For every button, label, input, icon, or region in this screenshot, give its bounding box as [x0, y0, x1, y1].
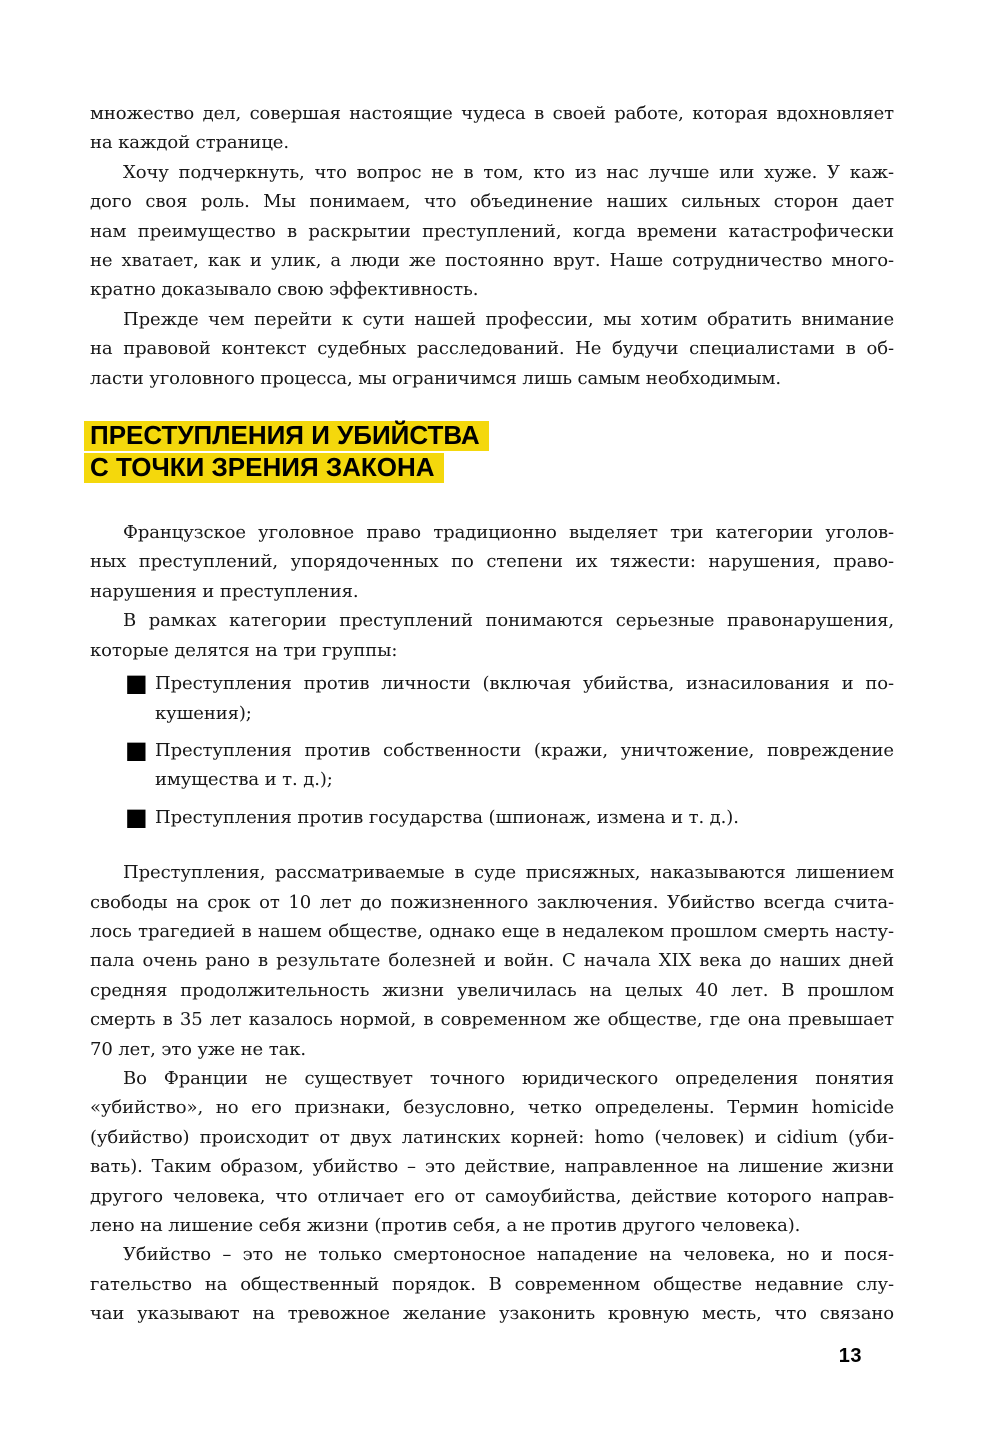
paragraph-line: Прежде чем перейти к сути нашей профессии, мы хотим обратить внимание: [123, 308, 894, 330]
bullet-item: [90, 669, 894, 728]
paragraph: [90, 99, 894, 158]
paragraph-line: «убийство», но его признаки, безусловно, четко определены. Термин homicide: [90, 1097, 894, 1119]
paragraph-line: лось трагедией в нашем обществе, однако еще в недалеком прошлом смерть насту-: [90, 920, 894, 942]
bullet-item: [90, 736, 894, 795]
paragraph-line: гательство на общественный порядок. В современном обществе недавние слу-: [90, 1273, 894, 1295]
paragraph-line: нарушения и преступления.: [90, 580, 359, 602]
paragraph-line: Французское уголовное право традиционно выделяет три категории уголов-: [123, 522, 894, 544]
bullet-square-icon: ■: [125, 669, 148, 698]
paragraph-line: множество дел, совершая настоящие чудеса в своей работе, которая вдохновляет: [90, 103, 894, 124]
paragraph-line: ных преступлений, упорядоченных по степени их тяжести: нарушения, право-: [90, 551, 894, 573]
paragraph-line: Хочу подчеркнуть, что вопрос не в том, кто из нас лучше или хуже. У каж-: [123, 161, 894, 183]
paragraph-line: Преступления, рассматриваемые в суде присяжных, наказываются лишением: [123, 862, 894, 884]
paragraph-line: (убийство) происходит от двух латинских корней: homo (человек) и cidium (уби-: [90, 1126, 894, 1148]
paragraph-line: ласти уголовного процесса, мы ограничимся лишь самым необходимым.: [90, 367, 782, 389]
paragraph-line: которые делятся на три группы:: [90, 639, 398, 661]
paragraph: [90, 518, 894, 606]
paragraph-line: нам преимущество в раскрытии преступлений, когда времени катастрофически: [90, 220, 894, 242]
paragraph: [90, 158, 894, 305]
bullet-item-line: имущества и т. д.);: [155, 769, 333, 791]
paragraph-line: лено на лишение себя жизни (против себя, а не против другого человека).: [90, 1215, 801, 1236]
paragraph-line: дого своя роль. Мы понимаем, что объединение наших сильных сторон дает: [90, 191, 894, 213]
paragraph-line: Убийство – это не только смертоносное нападение на человека, но и пося-: [123, 1244, 894, 1266]
page-body: [90, 99, 894, 1329]
paragraph: [90, 858, 894, 1064]
bullet-item-line: Преступления против собственности (кражи, уничтожение, повреждение: [155, 739, 894, 761]
section-heading-line: С ТОЧКИ ЗРЕНИЯ ЗАКОНА: [84, 453, 444, 483]
bullet-item-line: кушения);: [155, 702, 252, 724]
paragraph-line: В рамках категории преступлений понимаются серьезные правонарушения,: [123, 610, 894, 632]
paragraph: [90, 606, 894, 665]
paragraph-line: кратно доказывало свою эффективность.: [90, 279, 479, 301]
paragraph-line: не хватает, как и улик, а люди же постоянно врут. Наше сотрудничество много-: [90, 250, 894, 272]
paragraph-line: пала очень рано в результате болезней и войн. С начала XIX века до наших дней: [90, 950, 894, 972]
paragraph-line: другого человека, что отличает его от самоубийства, действие которого направ-: [90, 1185, 894, 1207]
paragraph-line: на правовой контекст судебных расследований. Не будучи специалистами в об-: [90, 338, 894, 360]
paragraph-line: чаи указывают на тревожное желание узаконить кровную месть, что связано: [90, 1303, 894, 1325]
section-heading-line: ПРЕСТУПЛЕНИЯ И УБИЙСТВА: [84, 421, 489, 451]
paragraph-line: на каждой странице.: [90, 132, 289, 154]
bullet-item: [90, 803, 894, 832]
paragraph-line: средняя продолжительность жизни увеличилась на целых 40 лет. В прошлом: [90, 979, 894, 1001]
paragraph-line: 70 лет, это уже не так.: [90, 1038, 306, 1060]
paragraph-line: смерть в 35 лет казалось нормой, в современном же обществе, где она превышает: [90, 1009, 894, 1031]
bullet-square-icon: ■: [125, 735, 148, 764]
paragraph: [90, 1240, 894, 1328]
bullet-item-line: Преступления против личности (включая убийства, изнасилования и по-: [155, 673, 894, 695]
paragraph-line: вать). Таким образом, убийство – это действие, направленное на лишение жизни: [90, 1156, 894, 1178]
paragraph-line: свободы на срок от 10 лет до пожизненного заключения. Убийство всегда счита-: [90, 891, 894, 913]
paragraph: [90, 1064, 894, 1240]
section-heading: [84, 421, 894, 483]
page-number: 13: [838, 1344, 862, 1367]
bullet-item-line: Преступления против государства (шпионаж, измена и т. д.).: [155, 806, 739, 828]
bullet-square-icon: ■: [125, 802, 148, 831]
paragraph-line: Во Франции не существует точного юридического определения понятия: [123, 1067, 894, 1089]
paragraph: [90, 305, 894, 393]
